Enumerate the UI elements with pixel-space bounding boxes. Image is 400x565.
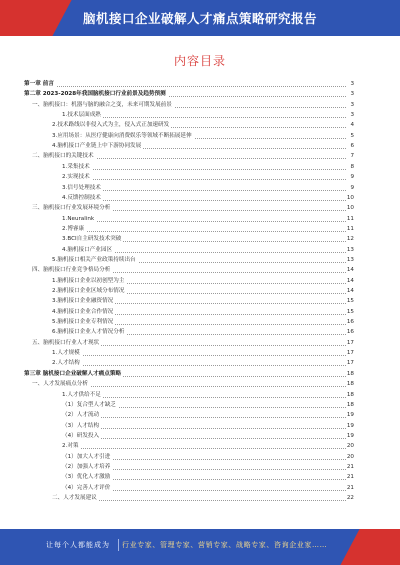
toc-entry[interactable] <box>0 453 400 462</box>
toc-page-number: 18 <box>346 401 354 408</box>
toc-entry-label: 3.应用场景：从医疗健康向消费娱乐等领域不断拓展延伸 <box>52 132 192 139</box>
toc-page-number: 15 <box>346 298 354 305</box>
toc-page-number: 19 <box>346 422 354 429</box>
toc-entry-label: 1.技术层面成熟 <box>62 112 101 119</box>
toc-entry[interactable] <box>0 215 400 224</box>
toc-page-number: 7 <box>350 153 354 160</box>
toc-entry-label: 三、脑机接口行业发展环境分析 <box>32 205 111 212</box>
toc-entry-label: 5.脑机接口企业专利情况 <box>52 319 114 326</box>
toc-entry-label: 1.人才供给不足 <box>62 391 101 398</box>
toc-page-number: 10 <box>346 205 354 212</box>
toc-page-number: 3 <box>350 91 354 98</box>
toc-entry-label: （1）加大人才引进 <box>62 453 111 460</box>
toc-entry-label: 二、人才发展建议 <box>52 495 97 501</box>
toc-entry-label: （4）完善人才评价 <box>62 484 111 491</box>
toc-page-number: 18 <box>346 370 354 377</box>
toc-leader-dots <box>62 417 346 418</box>
footer-lead-text: 让每个人都能成为 <box>46 541 110 549</box>
toc-entry[interactable] <box>0 349 400 358</box>
toc-entry-label: （3）优化人才激励 <box>62 474 111 481</box>
toc-entry[interactable] <box>0 391 400 400</box>
toc-entry-label: 3.信号处理技术 <box>62 184 101 191</box>
toc-entry-label: 4.脑机接口产业园区 <box>62 246 113 253</box>
toc-entry[interactable] <box>0 256 400 265</box>
toc-page-number: 3 <box>350 81 354 87</box>
toc-leader-dots <box>62 231 346 232</box>
toc-entry-label: 2.实现技术 <box>62 174 90 181</box>
toc-entry-label: 1.Neuralink <box>62 215 95 222</box>
toc-entry-label: 第二章 2023-2028年我国脑机接口行业前景及趋势预测 <box>24 91 166 98</box>
toc-leader-dots <box>52 365 346 366</box>
toc-entry[interactable] <box>0 266 400 275</box>
toc-entry-label: 四、脑机接口行业竞争格局分析 <box>32 267 111 274</box>
toc-page-number: 3 <box>350 101 354 108</box>
toc-page-number: 3 <box>350 112 354 119</box>
toc-entry-label: 五、脑机接口行业人才现状 <box>32 339 100 346</box>
toc-entry-label: 2.脑机接口企业区域分布情况 <box>52 288 125 294</box>
toc-page-number: 16 <box>346 319 354 326</box>
toc-entry-label: 2.对策 <box>62 443 79 450</box>
toc-leader-dots <box>62 438 346 439</box>
toc-entry-label: 二、脑机接口的关键技术 <box>32 153 94 160</box>
toc-entry[interactable] <box>0 246 400 255</box>
toc-entry[interactable] <box>0 308 400 317</box>
footer-banner <box>0 529 400 565</box>
toc-entry[interactable] <box>0 235 400 244</box>
toc-entry[interactable] <box>0 287 400 296</box>
toc-leader-dots <box>62 169 346 170</box>
toc-entry[interactable] <box>0 152 400 161</box>
toc-page-number: 17 <box>346 360 354 367</box>
toc-entry[interactable] <box>0 473 400 482</box>
toc-entry[interactable] <box>0 494 400 503</box>
toc-entry[interactable] <box>0 422 400 431</box>
toc-entry[interactable] <box>0 132 400 141</box>
toc-entry-label: （2）人才流动 <box>62 412 100 419</box>
toc-entry-label: 3.脑机接口企业融资情况 <box>52 298 114 305</box>
toc-entry-label: （4）研发投入 <box>62 432 100 439</box>
toc-leader-dots <box>62 397 346 398</box>
toc-page-number: 11 <box>346 215 354 222</box>
toc-page-number: 14 <box>346 277 354 284</box>
toc-entry[interactable] <box>0 318 400 327</box>
toc-entry[interactable] <box>0 432 400 441</box>
toc-page-number: 10 <box>346 194 354 201</box>
toc-page-number: 19 <box>346 412 354 419</box>
toc-page-number: 14 <box>346 267 354 274</box>
toc-leader-dots <box>24 86 346 87</box>
toc-entry-label: 一、人才发展痛点分析 <box>32 381 88 388</box>
footer-divider <box>118 539 119 551</box>
toc-entry-label: 5.脑机接口相关产业政策持续出台 <box>52 256 136 263</box>
toc-entry[interactable] <box>0 204 400 213</box>
toc-entry-label: 1.脑机接口企业以初创型为主 <box>52 277 125 284</box>
toc-entry-label: 4.脑机接口产业链上中下游协同发展 <box>52 143 142 150</box>
toc-page-number: 19 <box>346 432 354 439</box>
toc-entry-label: （1）复合型人才缺乏 <box>62 401 116 408</box>
toc-page-number: 22 <box>346 495 354 501</box>
toc-leader-dots <box>62 190 346 191</box>
toc-entry-label: 3.BCI自主研发技术突破 <box>62 236 122 243</box>
toc-page-number: 21 <box>346 484 354 491</box>
toc-page-number: 6 <box>350 143 354 150</box>
toc-entry-label: （3）人才结构 <box>62 422 100 429</box>
toc-entry-label: 2.人才结构 <box>52 360 80 367</box>
toc-entry[interactable] <box>0 401 400 410</box>
toc-page-number: 18 <box>346 381 354 388</box>
toc-entry-label: 第三章 脑机接口企业破解人才痛点策略 <box>24 370 122 377</box>
toc-page-number: 12 <box>346 236 354 243</box>
toc-entry-label: 第一章 前言 <box>24 81 54 87</box>
toc-entry-label: 一、脑机接口：机器与脑的融合之变，未来可期发展前景 <box>32 101 172 108</box>
toc-entry[interactable] <box>0 380 400 389</box>
toc-entry[interactable] <box>0 359 400 368</box>
toc-entry-label: 1.人才规模 <box>52 350 80 357</box>
footer-red-accent <box>340 529 400 565</box>
toc-entry[interactable] <box>0 101 400 110</box>
toc-entry[interactable] <box>0 142 400 151</box>
toc-leader-dots <box>62 221 346 222</box>
toc-page-number: 13 <box>346 246 354 253</box>
report-title: 脑机接口企业破解人才痛点策略研究报告 <box>82 11 317 26</box>
toc-page-number: 20 <box>346 443 354 450</box>
toc-entry-label: 4.脑机接口企业合作情况 <box>52 308 114 315</box>
toc-entry[interactable] <box>0 194 400 203</box>
header-banner <box>0 0 400 36</box>
toc-heading: 内容目录 <box>173 54 226 68</box>
toc-entry-label: 6.脑机接口企业人才情况分析 <box>52 329 125 336</box>
toc-page-number: 4 <box>350 122 354 129</box>
toc-entry-label: 2.技术路线以非侵入式为主，侵入式正加速研发 <box>52 122 170 129</box>
toc-page-number: 21 <box>346 474 354 481</box>
toc-entry[interactable] <box>0 411 400 420</box>
toc-page-number: 14 <box>346 288 354 294</box>
toc-entry-label: 4.反馈控制技术 <box>62 194 101 201</box>
footer-roles-text: 行业专家、管理专家、营销专家、战略专家、咨询企业家…… <box>122 541 328 549</box>
toc-page-number: 15 <box>346 308 354 315</box>
toc-entry[interactable] <box>0 442 400 451</box>
toc-page-number: 8 <box>350 163 354 170</box>
toc-entry[interactable] <box>0 173 400 182</box>
toc-entry[interactable] <box>0 370 400 379</box>
toc-page-number: 11 <box>346 225 354 232</box>
toc-entry[interactable] <box>0 111 400 120</box>
toc-leader-dots <box>52 355 346 356</box>
toc-page-number: 20 <box>346 453 354 460</box>
toc-entry[interactable] <box>0 463 400 472</box>
toc-page-number: 9 <box>350 184 354 191</box>
toc-page-number: 5 <box>350 132 354 139</box>
toc-page-number: 13 <box>346 256 354 263</box>
toc-entry-label: 1.采集技术 <box>62 163 90 170</box>
toc-page-number: 9 <box>350 174 354 181</box>
toc-page-number: 17 <box>346 339 354 346</box>
toc-leader-dots <box>62 117 346 118</box>
toc-entry[interactable] <box>0 277 400 286</box>
toc-page-number: 21 <box>346 463 354 470</box>
toc-entry[interactable] <box>0 328 400 337</box>
toc-leader-dots <box>62 448 346 449</box>
toc-leader-dots <box>62 428 346 429</box>
toc-entry-label: 2.博睿康 <box>62 225 85 232</box>
toc-leader-dots <box>62 179 346 180</box>
toc-entry[interactable] <box>0 184 400 193</box>
toc-entry[interactable] <box>0 297 400 306</box>
toc-entry[interactable] <box>0 80 400 89</box>
toc-entry[interactable] <box>0 339 400 348</box>
toc-entry[interactable] <box>0 484 400 493</box>
toc-entry[interactable] <box>0 90 400 99</box>
toc-leader-dots <box>62 200 346 201</box>
toc-entry[interactable] <box>0 121 400 130</box>
toc-entry[interactable] <box>0 163 400 172</box>
toc-entry[interactable] <box>0 225 400 234</box>
toc-page-number: 18 <box>346 391 354 398</box>
toc-page-number: 17 <box>346 350 354 357</box>
toc-page-number: 16 <box>346 329 354 336</box>
toc-entry-label: （2）加强人才培养 <box>62 463 111 470</box>
